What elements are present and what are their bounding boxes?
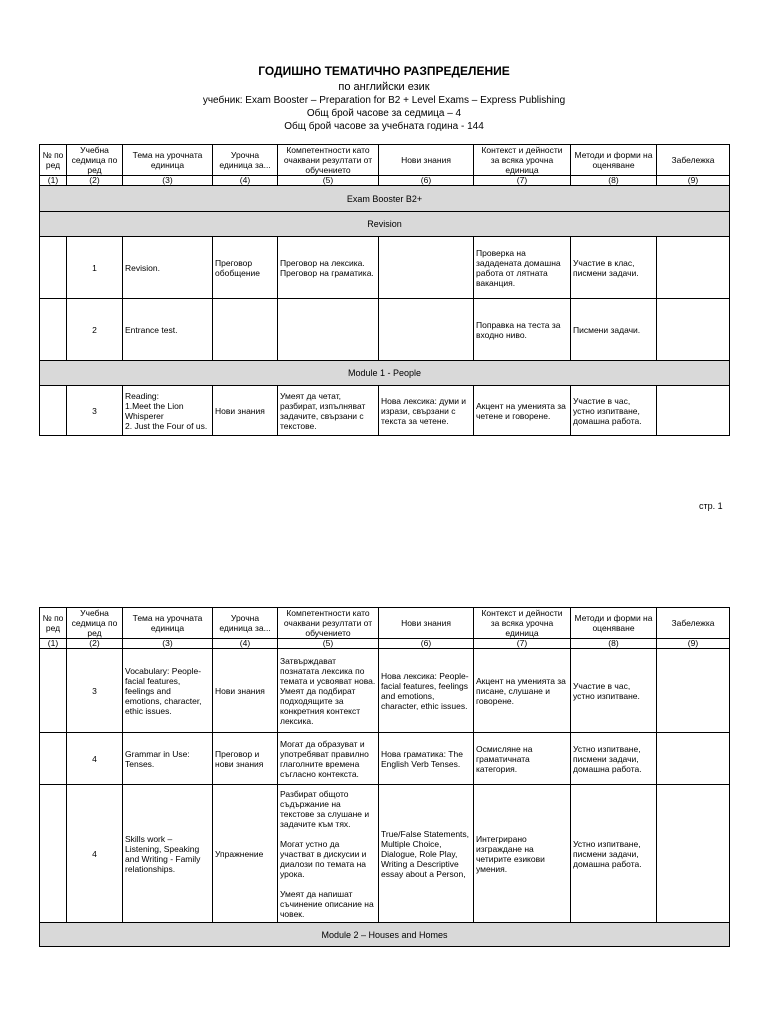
section-band [40,186,730,212]
col-header-topic: Тема на урочната единица [123,608,213,639]
cell-unit: Нови знания [213,649,278,733]
cell-competences: Преговор на лексика. Преговор на граматика. [278,237,379,299]
col-number: (7) [474,639,571,649]
cell-note [657,237,730,299]
cell-no [40,649,67,733]
page-number: стр. 1 [699,501,723,511]
cell-week: 4 [67,785,123,923]
col-number: (2) [67,639,123,649]
cell-note [657,649,730,733]
cell-competences: Могат да образуват и употребяват правилно глаголните времена съгласно контекста. [278,733,379,785]
cell-context: Акцент на уменията за писане, слушане и говорене. [474,649,571,733]
col-header-new-knowledge: Нови знания [379,608,474,639]
column-number-row [40,639,730,649]
section-band [40,361,730,386]
band-revision: Revision [40,212,730,237]
band-module-2: Module 2 – Houses and Homes [40,923,730,947]
cell-note [657,299,730,361]
col-header-no: № по ред [40,145,67,176]
cell-topic: Grammar in Use: Tenses. [123,733,213,785]
cell-new-knowledge: Нова лексика: думи и изрази, свързани с текста за четене. [379,386,474,436]
col-header-note: Забележка [657,608,730,639]
cell-note [657,785,730,923]
cell-new-knowledge [379,237,474,299]
col-number: (5) [278,639,379,649]
cell-context: Интегрирано изграждане на четирите езикови умения. [474,785,571,923]
cell-week: 4 [67,733,123,785]
document-subtitle: по английски език [338,81,430,93]
textbook-line: учебник: Exam Booster – Preparation for B2 + Level Exams – Express Publishing [202,95,566,106]
col-number: (8) [571,639,657,649]
col-header-unit: Урочна единица за... [213,145,278,176]
cell-competences: Умеят да четат, разбират, изпълняват задачите, свързани с текстове. [278,386,379,436]
table-row [40,237,730,299]
table-row [40,649,730,733]
cell-unit: Преговор обобщение [213,237,278,299]
cell-week: 3 [67,386,123,436]
cell-topic: Vocabulary: People-facial features, feelings and emotions, character, ethic issues. [123,649,213,733]
plan-table-page1 [39,144,730,436]
table-row [40,785,730,923]
cell-no [40,299,67,361]
cell-new-knowledge [379,299,474,361]
col-header-week: Учебна седмица по ред [67,145,123,176]
cell-week: 3 [67,649,123,733]
cell-week: 2 [67,299,123,361]
table-row [40,386,730,436]
col-number: (5) [278,176,379,186]
hours-per-year: Общ брой часове за учебната година - 144 [284,121,484,132]
cell-week: 1 [67,237,123,299]
col-header-assessment: Методи и форми на оценяване [571,608,657,639]
cell-assessment: Участие в час, устно изпитване. [571,649,657,733]
table-header-row [40,145,730,176]
cell-unit [213,299,278,361]
cell-note [657,386,730,436]
cell-assessment: Устно изпитване, писмени задачи, домашна работа. [571,785,657,923]
band-book: Exam Booster B2+ [40,186,730,212]
hours-per-week: Общ брой часове за седмица – 4 [306,108,462,119]
col-header-unit: Урочна единица за... [213,608,278,639]
col-header-context: Контекст и дейности за всяка урочна единица [474,145,571,176]
cell-note [657,733,730,785]
cell-assessment: Писмени задачи. [571,299,657,361]
cell-topic: Reading: 1.Meet the Lion Whisperer 2. Just the Four of us. [123,386,213,436]
cell-competences [278,299,379,361]
cell-no [40,237,67,299]
col-header-topic: Тема на урочната единица [123,145,213,176]
col-number: (4) [213,639,278,649]
cell-unit: Преговор и нови знания [213,733,278,785]
document-title: ГОДИШНО ТЕМАТИЧНО РАЗПРЕДЕЛЕНИЕ [258,64,510,78]
cell-context: Осмисляне на граматичната категория. [474,733,571,785]
cell-unit: Упражнение [213,785,278,923]
col-number: (4) [213,176,278,186]
cell-assessment: Участие в час, устно изпитване, домашна работа. [571,386,657,436]
table-row [40,733,730,785]
cell-new-knowledge: Нова граматика: The English Verb Tenses. [379,733,474,785]
col-number: (6) [379,176,474,186]
cell-topic: Skills work – Listening, Speaking and Writing - Family relationships. [123,785,213,923]
cell-competences: Разбират общото съдържание на текстове за слушане и задачите към тях. Могат устно да участват в дискусии и диалози по темата на урока. Умеят да напишат съчинение описание на човек. [278,785,379,923]
band-module-1: Module 1 - People [40,361,730,386]
cell-assessment: Участие в клас, писмени задачи. [571,237,657,299]
col-header-assessment: Методи и форми на оценяване [571,145,657,176]
cell-context: Поправка на теста за входно ниво. [474,299,571,361]
section-band [40,212,730,237]
col-number: (6) [379,639,474,649]
col-header-competences: Компетентности като очаквани резултати от обучението [278,608,379,639]
cell-context: Акцент на уменията за четене и говорене. [474,386,571,436]
col-number: (3) [123,176,213,186]
col-header-no: № по ред [40,608,67,639]
col-header-note: Забележка [657,145,730,176]
cell-no [40,386,67,436]
col-number: (9) [657,639,730,649]
col-number: (3) [123,639,213,649]
cell-context: Проверка на зададената домашна работа от лятната ваканция. [474,237,571,299]
column-number-row [40,176,730,186]
col-number: (2) [67,176,123,186]
col-number: (1) [40,176,67,186]
cell-topic: Revision. [123,237,213,299]
col-header-week: Учебна седмица по ред [67,608,123,639]
cell-no [40,733,67,785]
col-number: (7) [474,176,571,186]
cell-topic: Entrance test. [123,299,213,361]
cell-competences: Затвърждават познатата лексика по темата и усвояват нова. Умеят да подбират подходящите за конкретния контекст лексика. [278,649,379,733]
col-header-new-knowledge: Нови знания [379,145,474,176]
cell-assessment: Устно изпитване, писмени задачи, домашна работа. [571,733,657,785]
col-number: (1) [40,639,67,649]
cell-no [40,785,67,923]
cell-new-knowledge: True/False Statements, Multiple Choice, Dialogue, Role Play, Writing a Descriptive essay about a Person, [379,785,474,923]
table-header-row [40,608,730,639]
section-band [40,923,730,947]
cell-new-knowledge: Нова лексика: People-facial features, feelings and emotions, character, ethic issues. [379,649,474,733]
cell-unit: Нови знания [213,386,278,436]
table-row [40,299,730,361]
col-header-competences: Компетентности като очаквани резултати от обучението [278,145,379,176]
col-number: (8) [571,176,657,186]
col-number: (9) [657,176,730,186]
plan-table-page2 [39,607,730,947]
col-header-context: Контекст и дейности за всяка урочна единица [474,608,571,639]
